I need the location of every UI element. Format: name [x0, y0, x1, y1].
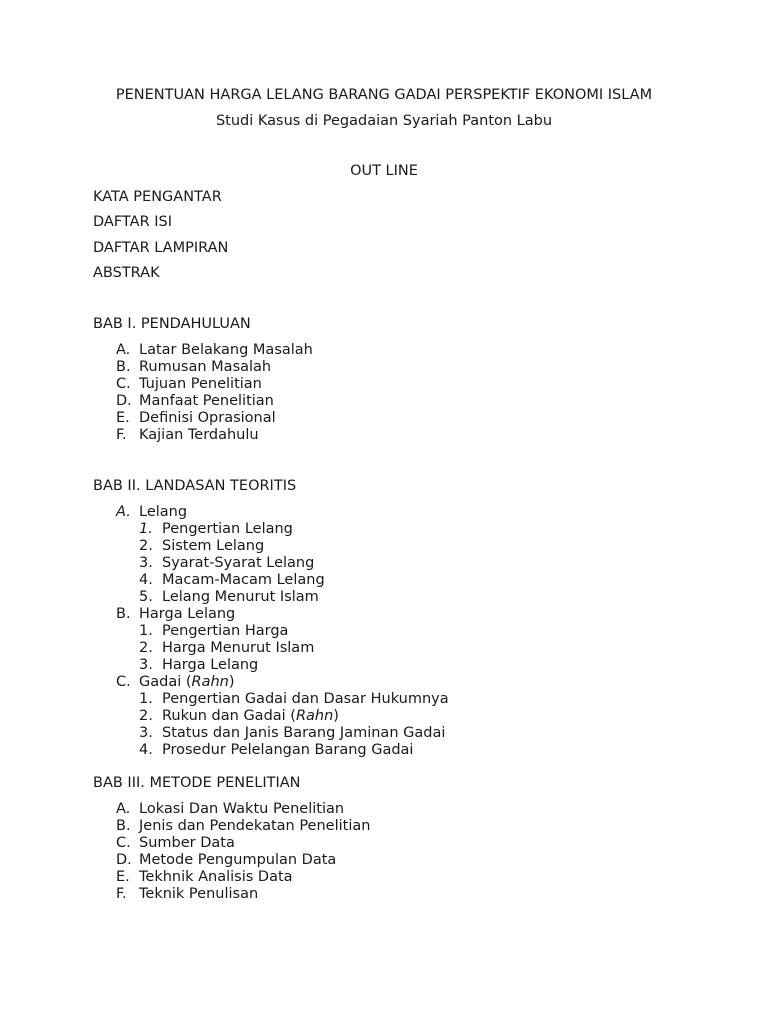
sub-list-item: Pengertian Harga: [162, 623, 289, 639]
chapter-heading: BAB III. METODE PENELITIAN: [93, 775, 301, 791]
sub-list-marker: 3.: [139, 725, 153, 741]
outline-heading: OUT LINE: [350, 163, 418, 179]
list-marker: E.: [116, 869, 130, 885]
list-marker: C.: [116, 376, 131, 392]
list-item: Jenis dan Pendekatan Penelitian: [139, 818, 371, 834]
document-subtitle: Studi Kasus di Pegadaian Syariah Panton Labu: [215, 113, 553, 129]
sub-list-marker: 1.: [139, 691, 153, 707]
list-marker: B.: [116, 606, 131, 622]
list-item: Definisi Oprasional: [139, 410, 276, 426]
sub-list-marker: 3.: [139, 555, 153, 571]
sub-list-marker: 2.: [139, 708, 153, 724]
list-marker: D.: [116, 393, 132, 409]
list-item: Kajian Terdahulu: [139, 427, 259, 443]
list-item-text: ): [228, 674, 235, 690]
document-title: PENENTUAN HARGA LELANG BARANG GADAI PERSPEKTIF EKONOMI ISLAM: [115, 87, 653, 103]
list-item: Rumusan Masalah: [139, 359, 272, 375]
front-matter-item: DAFTAR ISI: [93, 214, 173, 230]
chapter-heading: BAB I. PENDAHULUAN: [93, 316, 251, 332]
sub-list-marker: 2.: [139, 640, 153, 656]
sub-list-marker: 1.: [139, 521, 153, 537]
sub-list-marker: 4.: [139, 742, 153, 758]
sub-list-marker: 1.: [139, 623, 153, 639]
sub-list-item: Macam-Macam Lelang: [162, 572, 325, 588]
list-item: Tekhnik Analisis Data: [139, 869, 293, 885]
front-matter-item: ABSTRAK: [93, 265, 160, 281]
list-item: Manfaat Penelitian: [139, 393, 274, 409]
sub-list-item-text: Rukun dan Gadai (: [162, 708, 296, 724]
list-item: Tujuan Penelitian: [139, 376, 262, 392]
list-item: Lokasi Dan Waktu Penelitian: [139, 801, 345, 817]
front-matter-item: KATA PENGANTAR: [93, 189, 222, 205]
sub-list-item: Pengertian Lelang: [162, 521, 293, 537]
sub-list-marker: 5.: [139, 589, 153, 605]
list-item: Latar Belakang Masalah: [139, 342, 313, 358]
list-marker: A.: [116, 342, 131, 358]
list-marker: C.: [116, 674, 131, 690]
sub-list-marker: 2.: [139, 538, 153, 554]
list-item: Metode Pengumpulan Data: [139, 852, 337, 868]
list-marker: C.: [116, 835, 131, 851]
sub-list-item: Lelang Menurut Islam: [162, 589, 319, 605]
sub-list-item-text: ): [333, 708, 339, 724]
list-item: Teknik Penulisan: [139, 886, 259, 902]
sub-list-marker: 3.: [139, 657, 153, 673]
list-item: Harga Lelang: [139, 606, 236, 622]
list-item: Sumber Data: [139, 835, 235, 851]
list-item: [139, 674, 235, 690]
sub-list-item: Sistem Lelang: [162, 538, 265, 554]
list-marker: D.: [116, 852, 132, 868]
list-marker: F.: [116, 886, 127, 902]
sub-list-item: Harga Lelang: [162, 657, 259, 673]
sub-list-item: Status dan Janis Barang Jaminan Gadai: [162, 725, 446, 741]
sub-list-marker: 4.: [139, 572, 153, 588]
list-item-italic-text: Rahn: [191, 674, 229, 690]
front-matter-item: DAFTAR LAMPIRAN: [93, 240, 229, 256]
list-item: Lelang: [139, 504, 188, 520]
list-marker: B.: [116, 359, 131, 375]
list-marker: B.: [116, 818, 131, 834]
sub-list-item: Syarat-Syarat Lelang: [162, 555, 315, 571]
list-marker: A.: [116, 801, 131, 817]
list-item-text: Gadai (: [139, 674, 192, 690]
list-marker: E.: [116, 410, 130, 426]
sub-list-item: Prosedur Pelelangan Barang Gadai: [162, 742, 414, 758]
sub-list-item: Pengertian Gadai dan Dasar Hukumnya: [162, 691, 449, 707]
sub-list-item-italic-text: Rahn: [295, 708, 334, 724]
list-marker: A.: [116, 504, 131, 520]
list-marker: F.: [116, 427, 127, 443]
sub-list-item: [162, 708, 339, 724]
chapter-heading: BAB II. LANDASAN TEORITIS: [93, 478, 297, 494]
sub-list-item: Harga Menurut Islam: [162, 640, 315, 656]
